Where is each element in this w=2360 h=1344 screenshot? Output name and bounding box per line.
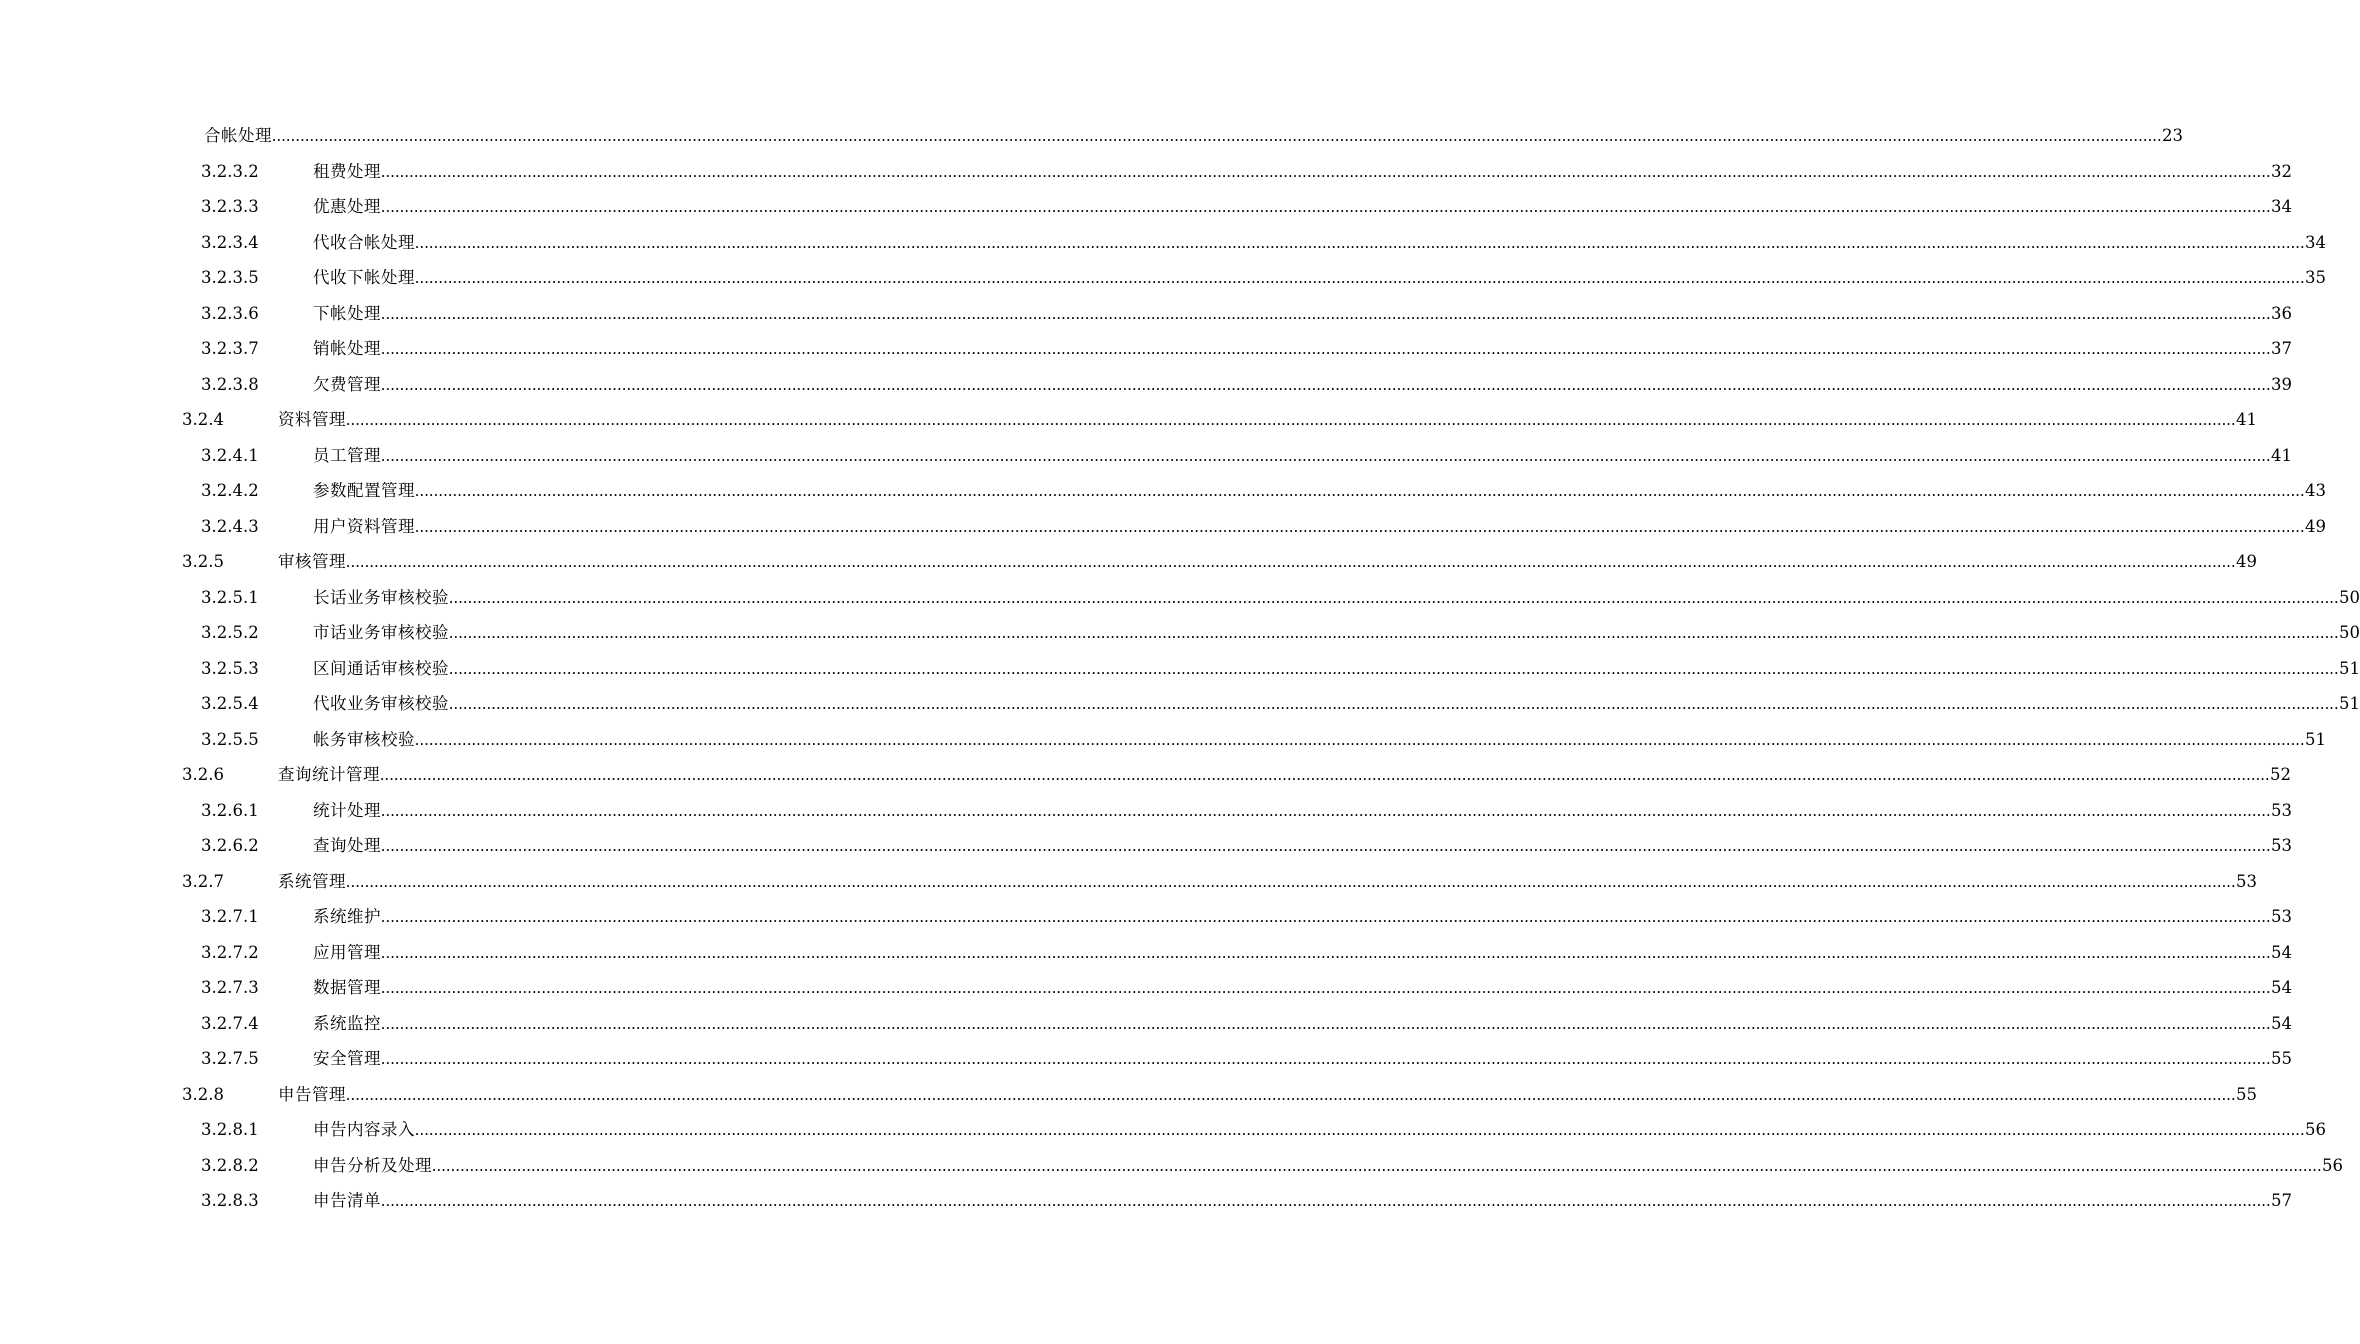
toc-entry-title: 区间通话审核校验	[313, 658, 449, 678]
toc-entry-title: 用户资料管理	[313, 516, 415, 536]
toc-entry-title: 员工管理	[313, 445, 381, 465]
toc-entry-page-number: 41	[2271, 445, 2292, 465]
dot-leader: ................................................................................................................................................................................................................................................................................................................................................................................................................	[381, 339, 2271, 358]
toc-entry-number: 3.2.8.2	[201, 1155, 259, 1175]
toc-entry-number: 3.2.6.2	[201, 836, 259, 855]
toc-entry-link[interactable]	[313, 1112, 2326, 1148]
dot-leader: ................................................................................................................................................................................................................................................................................................................................................................................................................	[381, 445, 2271, 465]
toc-entry-page-number: 51	[2339, 658, 2360, 678]
toc-entry-number: 3.2.7.3	[201, 978, 259, 997]
dot-leader: ................................................................................................................................................................................................................................................................................................................................................................................................................	[415, 268, 2305, 287]
toc-entry-page-number: 56	[2322, 1155, 2343, 1175]
toc-entry-number: 3.2.4.2	[201, 481, 259, 500]
toc-entry-page-number: 34	[2305, 232, 2326, 252]
toc-entry-page-number: 54	[2271, 942, 2292, 962]
dot-leader: ................................................................................................................................................................................................................................................................................................................................................................................................................	[432, 1155, 2322, 1175]
toc-entry-link[interactable]	[313, 899, 2292, 935]
toc-entry-link[interactable]	[313, 189, 2292, 225]
toc-entry-link[interactable]	[313, 970, 2292, 1006]
toc-entry[interactable]	[0, 296, 2292, 332]
toc-entry-title: 系统管理	[278, 871, 346, 891]
dot-leader: ................................................................................................................................................................................................................................................................................................................................................................................................................	[449, 623, 2339, 642]
toc-entry-title: 长话业务审核校验	[313, 587, 449, 607]
toc-entry-page-number: 53	[2236, 871, 2257, 891]
toc-entry[interactable]	[0, 935, 2292, 971]
toc-entry[interactable]	[0, 118, 2183, 154]
dot-leader: ................................................................................................................................................................................................................................................................................................................................................................................................................	[449, 658, 2339, 678]
toc-entry[interactable]	[0, 225, 2326, 261]
dot-leader: ................................................................................................................................................................................................................................................................................................................................................................................................................	[381, 161, 2271, 181]
toc-entry[interactable]	[0, 473, 2326, 509]
toc-entry-title: 租费处理	[313, 161, 381, 181]
toc-entry-link[interactable]	[313, 1006, 2292, 1042]
toc-entry-number: 3.2.8.3	[201, 1191, 259, 1210]
dot-leader: ................................................................................................................................................................................................................................................................................................................................................................................................................	[346, 552, 2236, 571]
toc-entry-page-number: 49	[2305, 516, 2326, 536]
toc-entry-link[interactable]	[313, 580, 2360, 616]
dot-leader: ................................................................................................................................................................................................................................................................................................................................................................................................................	[381, 374, 2271, 394]
toc-entry-link[interactable]	[313, 331, 2292, 367]
toc-entry-link[interactable]	[313, 722, 2326, 758]
toc-entry[interactable]	[0, 615, 2360, 651]
toc-entry-title: 申告清单	[313, 1191, 381, 1210]
toc-entry-link[interactable]	[313, 1041, 2292, 1077]
dot-leader: ................................................................................................................................................................................................................................................................................................................................................................................................................	[381, 836, 2271, 855]
toc-entry-number: 3.2.6	[182, 765, 224, 784]
toc-entry-title: 查询处理	[313, 836, 381, 855]
toc-entry-page-number: 54	[2271, 978, 2292, 997]
toc-entry-number: 3.2.7.1	[201, 907, 259, 926]
toc-entry[interactable]	[0, 509, 2326, 545]
toc-entry-link[interactable]	[313, 225, 2326, 261]
toc-entry[interactable]	[0, 757, 2291, 793]
toc-entry-page-number: 36	[2271, 303, 2292, 323]
toc-entry[interactable]	[0, 1077, 2257, 1113]
toc-entry-number: 3.2.3.4	[201, 232, 259, 252]
toc-entry-link[interactable]	[313, 651, 2360, 687]
toc-entry-page-number: 50	[2339, 623, 2360, 642]
toc-entry-number: 3.2.3.6	[201, 303, 259, 323]
toc-entry-link[interactable]	[278, 757, 2291, 793]
dot-leader: ................................................................................................................................................................................................................................................................................................................................................................................................................	[415, 1120, 2305, 1139]
toc-entry-page-number: 51	[2339, 694, 2360, 713]
toc-entry-title: 系统监控	[313, 1013, 381, 1033]
toc-entry[interactable]	[0, 331, 2292, 367]
toc-entry-number: 3.2.3.8	[201, 374, 259, 394]
toc-entry[interactable]	[0, 651, 2360, 687]
toc-entry-title: 系统维护	[313, 907, 381, 926]
toc-entry-page-number: 53	[2271, 907, 2292, 926]
toc-entry[interactable]	[0, 1183, 2292, 1219]
toc-entry-page-number: 52	[2270, 765, 2291, 784]
dot-leader: ................................................................................................................................................................................................................................................................................................................................................................................................................	[381, 800, 2271, 820]
toc-entry-title: 帐务审核校验	[313, 729, 415, 749]
dot-leader: ................................................................................................................................................................................................................................................................................................................................................................................................................	[415, 232, 2305, 252]
toc-entry-title: 欠费管理	[313, 374, 381, 394]
toc-entry-title: 销帐处理	[313, 339, 381, 358]
toc-entry-title: 应用管理	[313, 942, 381, 962]
toc-entry-link[interactable]	[313, 686, 2360, 722]
toc-entry-title: 申告内容录入	[313, 1120, 415, 1139]
toc-entry-link[interactable]	[313, 473, 2326, 509]
toc-entry-number: 3.2.3.2	[201, 161, 259, 181]
toc-entry-page-number: 51	[2305, 729, 2326, 749]
toc-entry-title: 代收合帐处理	[313, 232, 415, 252]
toc-entry-link[interactable]	[313, 935, 2292, 971]
toc-entry-link[interactable]	[278, 864, 2257, 900]
toc-entry-page-number: 37	[2271, 339, 2292, 358]
toc-entry-link[interactable]	[204, 118, 2183, 154]
toc-entry-number: 3.2.7.5	[201, 1049, 259, 1068]
table-of-contents	[0, 118, 2360, 1219]
toc-entry-number: 3.2.4.3	[201, 516, 259, 536]
dot-leader: ................................................................................................................................................................................................................................................................................................................................................................................................................	[381, 978, 2271, 997]
toc-entry-number: 3.2.5	[182, 552, 224, 571]
toc-entry-number: 3.2.3.5	[201, 268, 259, 287]
toc-entry-number: 3.2.8.1	[201, 1120, 259, 1139]
toc-entry-page-number: 53	[2271, 836, 2292, 855]
toc-entry-title: 代收下帐处理	[313, 268, 415, 287]
dot-leader: ................................................................................................................................................................................................................................................................................................................................................................................................................	[381, 1191, 2271, 1210]
toc-entry-title: 优惠处理	[313, 197, 381, 216]
toc-entry[interactable]	[0, 544, 2257, 580]
toc-entry[interactable]	[0, 970, 2292, 1006]
toc-entry-link[interactable]	[313, 1148, 2343, 1184]
toc-entry-link[interactable]	[313, 260, 2326, 296]
toc-entry-page-number: 32	[2271, 161, 2292, 181]
toc-entry-number: 3.2.7	[182, 871, 224, 891]
toc-entry-link[interactable]	[313, 1183, 2292, 1219]
toc-entry-title: 市话业务审核校验	[313, 623, 449, 642]
toc-entry-link[interactable]	[313, 296, 2292, 332]
toc-entry[interactable]	[0, 154, 2292, 190]
toc-entry-link[interactable]	[313, 828, 2292, 864]
toc-entry-title: 数据管理	[313, 978, 381, 997]
toc-entry[interactable]	[0, 899, 2292, 935]
toc-entry-title: 统计处理	[313, 800, 381, 820]
toc-entry-page-number: 56	[2305, 1120, 2326, 1139]
dot-leader: ................................................................................................................................................................................................................................................................................................................................................................................................................	[381, 1013, 2271, 1033]
dot-leader: ................................................................................................................................................................................................................................................................................................................................................................................................................	[381, 942, 2271, 962]
toc-entry-number: 3.2.5.5	[201, 729, 259, 749]
toc-entry-title: 申告分析及处理	[313, 1155, 432, 1175]
toc-entry-page-number: 43	[2305, 481, 2326, 500]
toc-entry-link[interactable]	[313, 438, 2292, 474]
toc-entry[interactable]	[0, 793, 2292, 829]
toc-entry-title: 资料管理	[278, 410, 346, 429]
toc-entry-page-number: 49	[2236, 552, 2257, 571]
toc-entry-number: 3.2.7.2	[201, 942, 259, 962]
toc-entry-number: 3.2.5.3	[201, 658, 259, 678]
dot-leader: ................................................................................................................................................................................................................................................................................................................................................................................................................	[449, 694, 2339, 713]
toc-entry-page-number: 55	[2236, 1084, 2257, 1104]
toc-entry[interactable]	[0, 367, 2292, 403]
toc-entry-link[interactable]	[278, 544, 2257, 580]
dot-leader: ................................................................................................................................................................................................................................................................................................................................................................................................................	[415, 516, 2305, 536]
toc-entry-number: 3.2.3.3	[201, 197, 259, 216]
dot-leader: ................................................................................................................................................................................................................................................................................................................................................................................................................	[380, 765, 2270, 784]
toc-entry-link[interactable]	[313, 154, 2292, 190]
dot-leader: ................................................................................................................................................................................................................................................................................................................................................................................................................	[381, 1049, 2271, 1068]
toc-entry-number: 3.2.3.7	[201, 339, 259, 358]
toc-entry[interactable]	[0, 402, 2257, 438]
toc-entry-page-number: 57	[2271, 1191, 2292, 1210]
toc-entry-link[interactable]	[278, 1077, 2257, 1113]
dot-leader: ................................................................................................................................................................................................................................................................................................................................................................................................................	[449, 587, 2339, 607]
toc-entry[interactable]	[0, 864, 2257, 900]
toc-entry-number: 3.2.5.4	[201, 694, 259, 713]
dot-leader: ................................................................................................................................................................................................................................................................................................................................................................................................................	[381, 907, 2271, 926]
dot-leader: ................................................................................................................................................................................................................................................................................................................................................................................................................	[272, 126, 2162, 145]
toc-entry-title: 下帐处理	[313, 303, 381, 323]
dot-leader: ................................................................................................................................................................................................................................................................................................................................................................................................................	[346, 871, 2236, 891]
toc-entry-page-number: 35	[2305, 268, 2326, 287]
toc-entry-title: 安全管理	[313, 1049, 381, 1068]
dot-leader: ................................................................................................................................................................................................................................................................................................................................................................................................................	[381, 303, 2271, 323]
toc-entry[interactable]	[0, 1041, 2292, 1077]
toc-entry-page-number: 41	[2236, 410, 2257, 429]
dot-leader: ................................................................................................................................................................................................................................................................................................................................................................................................................	[346, 1084, 2236, 1104]
toc-entry-link[interactable]	[313, 793, 2292, 829]
toc-entry[interactable]	[0, 1112, 2326, 1148]
toc-entry[interactable]	[0, 189, 2292, 225]
toc-entry[interactable]	[0, 580, 2360, 616]
toc-entry-number: 3.2.5.1	[201, 587, 259, 607]
toc-entry-number: 3.2.5.2	[201, 623, 259, 642]
toc-entry-title: 审核管理	[278, 552, 346, 571]
toc-entry-title: 代收业务审核校验	[313, 694, 449, 713]
toc-entry-number: 3.2.6.1	[201, 800, 259, 820]
toc-entry[interactable]	[0, 686, 2360, 722]
toc-entry[interactable]	[0, 260, 2326, 296]
toc-entry-link[interactable]	[278, 402, 2257, 438]
toc-entry-link[interactable]	[313, 615, 2360, 651]
toc-entry-number: 3.2.4.1	[201, 445, 259, 465]
toc-entry-number: 3.2.7.4	[201, 1013, 259, 1033]
toc-entry-link[interactable]	[313, 509, 2326, 545]
toc-entry[interactable]	[0, 438, 2292, 474]
dot-leader: ................................................................................................................................................................................................................................................................................................................................................................................................................	[415, 729, 2305, 749]
toc-entry-number: 3.2.8	[182, 1084, 224, 1104]
toc-entry-page-number: 50	[2339, 587, 2360, 607]
toc-entry-page-number: 23	[2162, 126, 2183, 145]
dot-leader: ................................................................................................................................................................................................................................................................................................................................................................................................................	[415, 481, 2305, 500]
toc-entry-title: 参数配置管理	[313, 481, 415, 500]
toc-entry-title: 申告管理	[278, 1084, 346, 1104]
toc-entry-page-number: 53	[2271, 800, 2292, 820]
toc-entry-title: 查询统计管理	[278, 765, 380, 784]
toc-entry-title: 合帐处理	[204, 126, 272, 145]
toc-entry-link[interactable]	[313, 367, 2292, 403]
toc-entry-page-number: 34	[2271, 197, 2292, 216]
toc-entry[interactable]	[0, 722, 2326, 758]
dot-leader: ................................................................................................................................................................................................................................................................................................................................................................................................................	[381, 197, 2271, 216]
toc-entry-page-number: 54	[2271, 1013, 2292, 1033]
toc-entry-number: 3.2.4	[182, 410, 224, 429]
toc-entry[interactable]	[0, 1006, 2292, 1042]
toc-entry[interactable]	[0, 1148, 2343, 1184]
toc-entry-page-number: 55	[2271, 1049, 2292, 1068]
dot-leader: ................................................................................................................................................................................................................................................................................................................................................................................................................	[346, 410, 2236, 429]
toc-entry[interactable]	[0, 828, 2292, 864]
toc-entry-page-number: 39	[2271, 374, 2292, 394]
